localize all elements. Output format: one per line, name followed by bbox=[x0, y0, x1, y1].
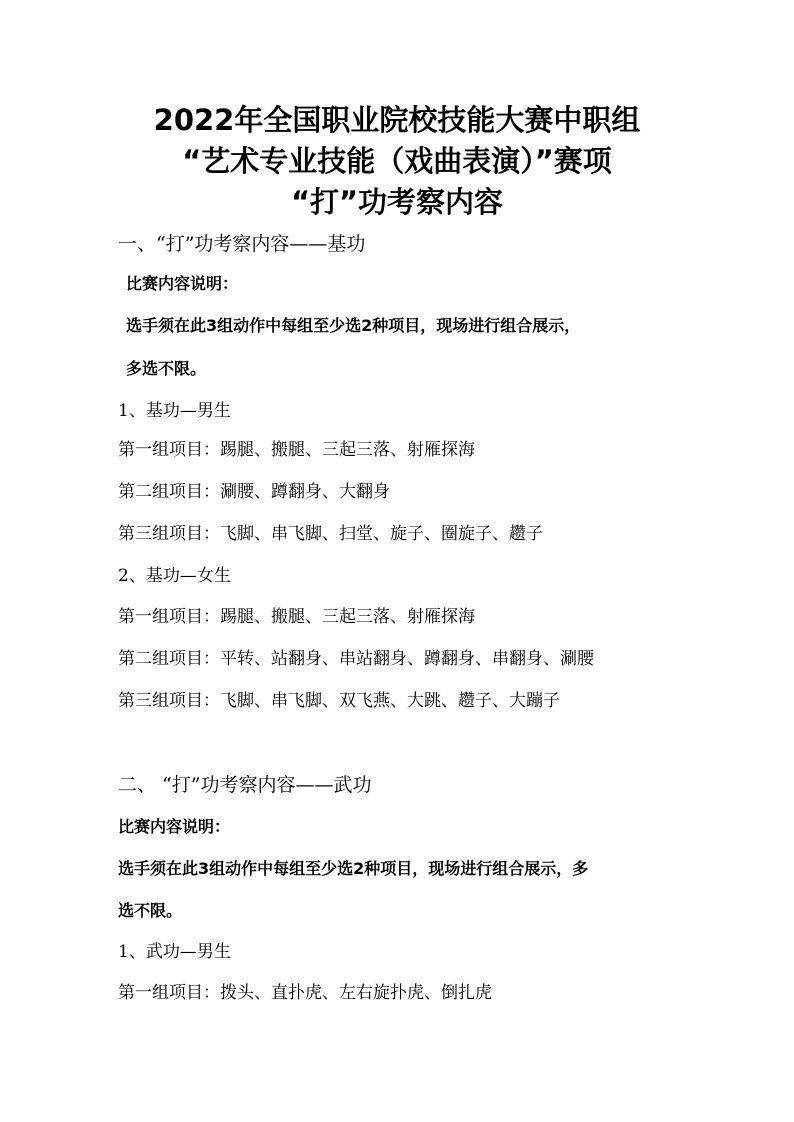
section2-male-group-1: 第一组项目：拨头、直扑虎、左右旋扑虎、倒扎虎 bbox=[118, 983, 492, 1003]
section1-heading: 一、“打”功考察内容——基功 bbox=[118, 233, 366, 255]
section1-male-title: 1、基功—男生 bbox=[118, 401, 231, 421]
section1-female-group-3: 第三组项目：飞脚、串飞脚、双飞燕、大跳、趱子、大蹦子 bbox=[118, 691, 560, 711]
section2-note-text-2: 选不限。 bbox=[118, 901, 183, 920]
page-title-line-1: 2022年全国职业院校技能大赛中职组 bbox=[153, 103, 641, 137]
section1-female-group-2: 第二组项目：平转、站翻身、串站翻身、蹲翻身、串翻身、涮腰 bbox=[118, 649, 594, 669]
section1-female-group-1: 第一组项目：踢腿、搬腿、三起三落、射雁探海 bbox=[118, 607, 475, 627]
section1-note-label: 比赛内容说明： bbox=[126, 274, 239, 293]
section2-heading: 二、 “打”功考察内容——武功 bbox=[118, 774, 372, 796]
section2-male-title: 1、武功—男生 bbox=[118, 942, 231, 962]
section1-female-title: 2、基功—女生 bbox=[118, 566, 231, 586]
page-title-line-2: “艺术专业技能（戏曲表演）”赛项 bbox=[182, 144, 612, 178]
section1-male-group-2: 第二组项目：涮腰、蹲翻身、大翻身 bbox=[118, 482, 390, 502]
section1-male-group-3: 第三组项目：飞脚、串飞脚、扫堂、旋子、圈旋子、趱子 bbox=[118, 524, 543, 544]
page-title-line-3: “打”功考察内容 bbox=[290, 185, 504, 219]
section2-note-text-1: 选手须在此3组动作中每组至少选2种项目，现场进行组合展示，多 bbox=[118, 859, 589, 878]
section1-male-group-1: 第一组项目：踢腿、搬腿、三起三落、射雁探海 bbox=[118, 440, 475, 460]
section2-note-label: 比赛内容说明： bbox=[118, 817, 231, 836]
section1-note-text-2: 多选不限。 bbox=[126, 359, 207, 378]
section1-note-text-1: 选手须在此3组动作中每组至少选2种项目，现场进行组合展示， bbox=[126, 316, 581, 335]
